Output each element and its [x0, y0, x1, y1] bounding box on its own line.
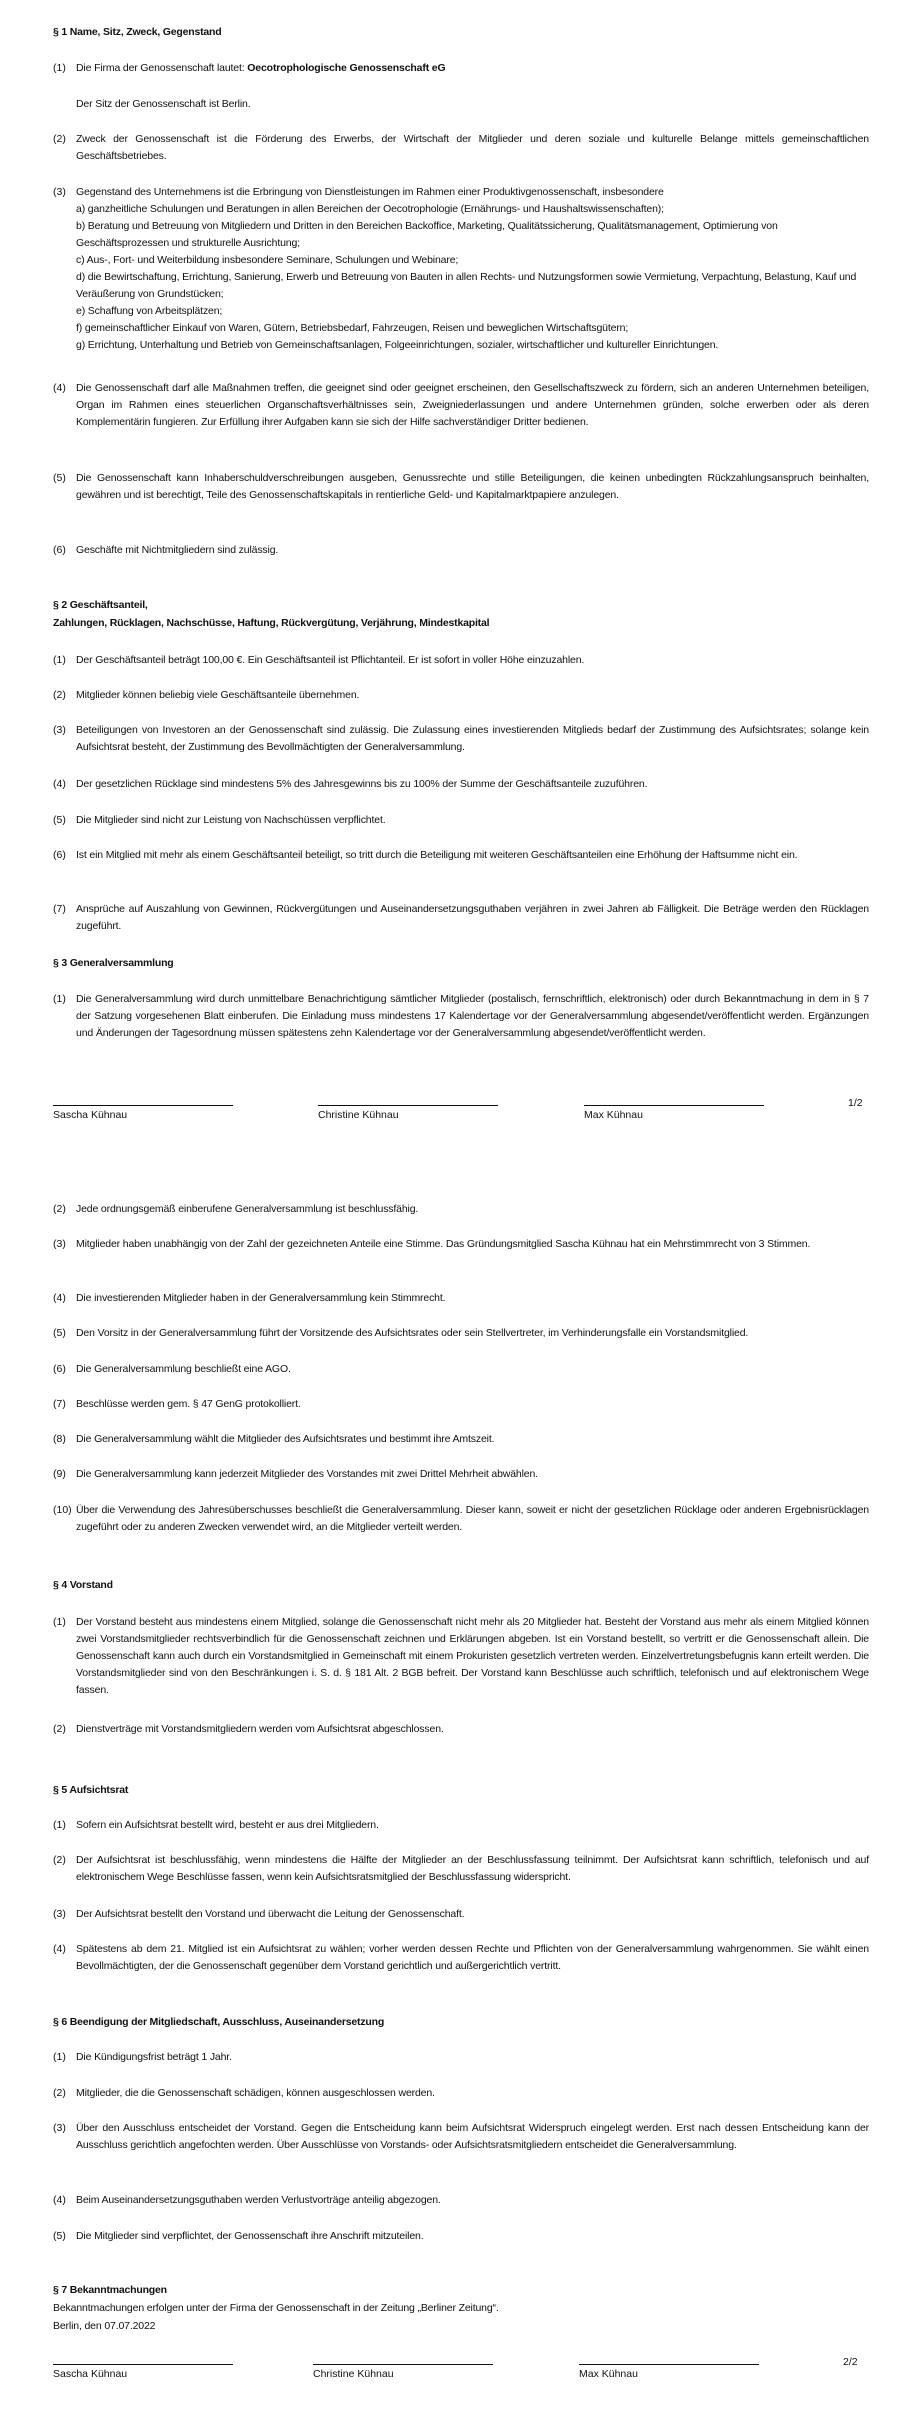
- item-number: (5): [53, 814, 66, 826]
- s1-item-seat: [53, 96, 869, 113]
- item-number: (8): [53, 1433, 66, 1445]
- item-text: Die Kündigungsfrist beträgt 1 Jahr.: [76, 2051, 232, 2063]
- s1-item-5: [53, 470, 869, 504]
- item-number: (7): [53, 1398, 66, 1410]
- item-number: (3): [53, 1908, 66, 1920]
- s2-item-7: [53, 901, 869, 935]
- s4-item-1: [53, 1614, 869, 1699]
- signature-line-3: [584, 1105, 764, 1106]
- item-number: (2): [53, 689, 66, 701]
- item-text: Die Mitglieder sind verpflichtet, der Genossenschaft ihre Anschrift mitzuteilen.: [76, 2230, 424, 2242]
- item-number: (3): [53, 2122, 66, 2134]
- item-text: Mitglieder haben unabhängig von der Zahl der gezeichneten Anteile eine Stimme. Das Gründungsmitglied Sascha Kühnau hat ein Mehrstimmrecht von 3 Stimmen.: [76, 1238, 811, 1250]
- item-text: Jede ordnungsgemäß einberufene Generalversammlung ist beschlussfähig.: [76, 1203, 419, 1215]
- item-text: Der Aufsichtsrat ist beschlussfähig, wenn mindestens die Hälfte der Mitglieder an der Beschlussfassung teilnimmt. Der Aufsichtsrat kann schriftlich, telefonisch und auf elektronischem Wege Beschlüsse fassen, wenn kein Aufsichtsratsmitglied der Beschlussfassung widerspricht.: [76, 1854, 869, 1883]
- signature-line-3: [579, 2364, 759, 2365]
- signature-name-3: Max Kühnau: [584, 1109, 643, 1121]
- section-6-heading: § 6 Beendigung der Mitgliedschaft, Ausschluss, Auseinandersetzung: [53, 2016, 385, 2028]
- item-number: (3): [53, 724, 66, 736]
- page-number-2: 2/2: [843, 2356, 858, 2368]
- sub-item-f: f) gemeinschaftlicher Einkauf von Waren, Gütern, Betriebsbedarf, Fahrzeugen, Reisen und beweglichen Wirtschaftsgütern;: [76, 322, 629, 334]
- s1-item-1: [53, 60, 869, 77]
- s6-item-3: [53, 2120, 869, 2154]
- item-number: (6): [53, 544, 66, 556]
- s6-item-5: [53, 2228, 869, 2245]
- item-text: Die Generalversammlung wird durch unmittelbare Benachrichtigung sämtlicher Mitglieder (postalisch, fernschriftlich, elektronisch) oder durch Bekanntmachung in dem in § 7 der Satzung vorgesehenen Blatt einberufen. Die Einladung muss mindestens 17 Kalendertage vor der Generalversammlung abgesendet/veröffentlicht werden. Ergänzungen und Änderungen der Tagesordnung müssen spätestens zehn Kalendertage vor der Generalversammlung abgesendet/veröffentlicht werden.: [76, 993, 869, 1039]
- item-number: (1): [53, 993, 66, 1005]
- item-number: (4): [53, 2194, 66, 2206]
- item-text: Ansprüche auf Auszahlung von Gewinnen, Rückvergütungen und Auseinandersetzungsguthaben verjähren in zwei Jahren ab Fälligkeit. Die Beträge werden den Rücklagen zugeführt.: [76, 903, 869, 932]
- s3-item-6: [53, 1361, 869, 1378]
- s6-item-2: [53, 2085, 869, 2102]
- item-text: Der Vorstand besteht aus mindestens einem Mitglied, solange die Genossenschaft nicht mehr als 20 Mitglieder hat. Besteht der Vorstand aus mehr als einem Mitglied können zwei Vorstandsmitglieder rechtsverbindlich für die Genossenschaft zeichnen und Erklärungen abgeben. Ist ein Vorstand bestellt, so vertritt er die Genossenschaft allein. Die Genossenschaft kann auch durch ein Vorstandsmitglied in Gemeinschaft mit einem Prokuristen gesetzlich vertreten werden. Einzelvertretungsbefugnis kann erteilt werden. Die Vorstandsmitglieder sind von den Beschränkungen i. S. d. § 181 Alt. 2 BGB befreit. Der Vorstand kann Beschlüsse auch schriftlich, telefonisch und auf elektronischem Wege fassen.: [76, 1616, 869, 1696]
- sub-item-a: a) ganzheitliche Schulungen und Beratungen in allen Bereichen der Oecotrophologie (Ernährungs- und Haushaltswissenschaften);: [76, 203, 664, 215]
- item-text: Die Genossenschaft kann Inhaberschuldverschreibungen ausgeben, Genussrechte und stille Beteiligungen, die keinen unbedingten Rückzahlungsanspruch beinhalten, gewähren und ist berechtigt, Teile des Genossenschaftskapitals in rentierliche Geld- und Kapitalmarktpapiere anzulegen.: [76, 472, 869, 501]
- s6-item-4: [53, 2192, 869, 2209]
- item-number: (5): [53, 472, 66, 484]
- sub-item-b: b) Beratung und Betreuung von Mitgliedern und Dritten in den Bereichen Backoffice, Marketing, Qualitätssicherung, Qualitätsmanagement, Optimierung von Geschäftsprozessen und strukturelle Ausrichtung;: [76, 220, 778, 249]
- signature-name-3: Max Kühnau: [579, 2368, 638, 2380]
- item-number: (10): [53, 1504, 72, 1516]
- signature-name-1: Sascha Kühnau: [53, 1109, 128, 1121]
- section-2-heading: § 2 Geschäftsanteil,: [53, 599, 148, 611]
- section-5-heading: § 5 Aufsichtsrat: [53, 1784, 129, 1796]
- item-number: (1): [53, 1819, 66, 1831]
- s2-item-4: [53, 776, 869, 793]
- signature-name-1: Sascha Kühnau: [53, 2368, 128, 2380]
- item-text: Der Geschäftsanteil beträgt 100,00 €. Ein Geschäftsanteil ist Pflichtanteil. Er ist sofort in voller Höhe einzuzahlen.: [76, 654, 585, 666]
- item-text: Der gesetzlichen Rücklage sind mindestens 5% des Jahresgewinns bis zu 100% der Summe der Geschäftsanteile zuzuführen.: [76, 778, 648, 790]
- signature-name-2: Christine Kühnau: [313, 2368, 394, 2380]
- s3-item-7: [53, 1396, 869, 1413]
- item-text: Beschlüsse werden gem. § 47 GenG protokolliert.: [76, 1398, 301, 1410]
- place-date: Berlin, den 07.07.2022: [53, 2320, 156, 2332]
- item-number: (2): [53, 1723, 66, 1735]
- item-number: (4): [53, 1292, 66, 1304]
- item-text: Dienstverträge mit Vorstandsmitgliedern werden vom Aufsichtsrat abgeschlossen.: [76, 1723, 444, 1735]
- sub-item-g: g) Errichtung, Unterhaltung und Betrieb von Gemeinschaftsanlagen, Folgeeinrichtungen, sozialer, wirtschaftlicher und kultureller Einrichtungen.: [76, 339, 719, 351]
- s3-item-2: [53, 1201, 869, 1218]
- s5-item-3: [53, 1906, 869, 1923]
- company-name: Oecotrophologische Genossenschaft eG: [247, 62, 446, 74]
- item-number: (1): [53, 62, 66, 74]
- s5-item-4: [53, 1941, 869, 1975]
- s2-item-1: [53, 652, 869, 669]
- signature-line-2: [318, 1105, 498, 1106]
- item-text: Die Generalversammlung wählt die Mitglieder des Aufsichtsrates und bestimmt ihre Amtszeit.: [76, 1433, 495, 1445]
- item-text: Über die Verwendung des Jahresüberschusses beschließt die Generalversammlung. Dieser kann, soweit er nicht der gesetzlichen Rücklage oder anderen Ergebnisrücklagen zugeführt oder zu anderen Zwecken verwendet wird, an die Mitglieder verteilt werden.: [76, 1504, 869, 1533]
- item-number: (2): [53, 1854, 66, 1866]
- s6-item-1: [53, 2049, 869, 2066]
- item-text: Der Aufsichtsrat bestellt den Vorstand und überwacht die Leitung der Genossenschaft.: [76, 1908, 465, 1920]
- item-text: Über den Ausschluss entscheidet der Vorstand. Gegen die Entscheidung kann beim Aufsichtsrat Widerspruch eingelegt werden. Erst nach dessen Entscheidung kann der Ausschluss gerichtlich angefochten werden. Über Ausschlüsse von Vorstands- oder Aufsichtsratsmitgliedern entscheidet die Generalversammlung.: [76, 2122, 869, 2151]
- item-text: Spätestens ab dem 21. Mitglied ist ein Aufsichtsrat zu wählen; vorher werden dessen Rechte und Pflichten von der Generalversammlung wahrgenommen. Sie wählt einen Bevollmächtigten, der die Genossenschaft gegenüber dem Vorstand gerichtlich und außergerichtlich vertritt.: [76, 1943, 869, 1972]
- item-number: (1): [53, 1616, 66, 1628]
- item-number: (4): [53, 1943, 66, 1955]
- item-text: Die Generalversammlung kann jederzeit Mitglieder des Vorstandes mit zwei Drittel Mehrheit abwählen.: [76, 1468, 538, 1480]
- item-text: Beim Auseinandersetzungsguthaben werden Verlustvorträge anteilig abgezogen.: [76, 2194, 441, 2206]
- s1-item-3: [53, 184, 869, 354]
- item-text: Ist ein Mitglied mit mehr als einem Geschäftsanteil beteiligt, so tritt durch die Beteiligung mit weiteren Geschäftsanteilen eine Erhöhung der Haftsumme nicht ein.: [76, 849, 798, 861]
- item-text: Mitglieder können beliebig viele Geschäftsanteile übernehmen.: [76, 689, 360, 701]
- item-text: Die Genossenschaft darf alle Maßnahmen treffen, die geeignet sind oder geeignet erscheinen, den Gesellschaftszweck zu fördern, sich an anderen Unternehmen beteiligen, Organ im Rahmen eines steuerlichen Organschaftsverhältnisses sein, Zweigniederlassungen und andere Unternehmen gründen, solche erwerben oder als deren Komplementärin fungieren. Zur Erfüllung ihrer Aufgaben kann sie sich der Hilfe sachverständiger Dritter bedienen.: [76, 382, 869, 428]
- sub-item-d: d) die Bewirtschaftung, Errichtung, Sanierung, Erwerb und Betreuung von Bauten in allen Rechts- und Nutzungsformen sowie Vermietung, Verpachtung, Belastung, Kauf und Veräußerung von Grundstücken;: [76, 271, 857, 300]
- s3-item-4: [53, 1290, 869, 1307]
- s3-item-1: [53, 991, 869, 1042]
- item-number: (7): [53, 903, 66, 915]
- item-text: Geschäfte mit Nichtmitgliedern sind zulässig.: [76, 544, 279, 556]
- s2-item-2: [53, 687, 869, 704]
- section-4-heading: § 4 Vorstand: [53, 1579, 113, 1591]
- item-text: Sofern ein Aufsichtsrat bestellt wird, besteht er aus drei Mitgliedern.: [76, 1819, 379, 1831]
- item-number: (2): [53, 133, 66, 145]
- item-number: (3): [53, 186, 66, 198]
- s3-item-10: [53, 1502, 869, 1536]
- item-number: (4): [53, 382, 66, 394]
- section-1-heading: § 1 Name, Sitz, Zweck, Gegenstand: [53, 26, 222, 38]
- s5-item-2: [53, 1852, 869, 1886]
- announcement-text: Bekanntmachungen erfolgen unter der Firma der Genossenschaft in der Zeitung „Berliner Zeitung“.: [53, 2302, 499, 2314]
- item-number: (9): [53, 1468, 66, 1480]
- item-number: (5): [53, 2230, 66, 2242]
- signature-line-1: [53, 2364, 233, 2365]
- item-text: Gegenstand des Unternehmens ist die Erbringung von Dienstleistungen im Rahmen einer Produktivgenossenschaft, insbesondere: [76, 186, 664, 198]
- s3-item-9: [53, 1466, 869, 1483]
- section-2-subheading: Zahlungen, Rücklagen, Nachschüsse, Haftung, Rückvergütung, Verjährung, Mindestkapital: [53, 617, 490, 629]
- item-text: Beteiligungen von Investoren an der Genossenschaft sind zulässig. Die Zulassung eines investierenden Mitglieds bedarf der Zustimmung des Aufsichtsrates; solange kein Aufsichtsrat besteht, der Zustimmung des Bevollmächtigten der Generalversammlung.: [76, 724, 869, 753]
- sub-item-c: c) Aus-, Fort- und Weiterbildung insbesondere Seminare, Schulungen und Webinare;: [76, 254, 459, 266]
- sub-item-e: e) Schaffung von Arbeitsplätzen;: [76, 305, 223, 317]
- s5-item-1: [53, 1817, 869, 1834]
- s3-item-5: [53, 1325, 869, 1342]
- item-text: Die investierenden Mitglieder haben in der Generalversammlung kein Stimmrecht.: [76, 1292, 446, 1304]
- s2-item-6: [53, 847, 869, 864]
- s3-item-8: [53, 1431, 869, 1448]
- s4-item-2: [53, 1721, 869, 1738]
- section-3-heading: § 3 Generalversammlung: [53, 957, 174, 969]
- signature-name-2: Christine Kühnau: [318, 1109, 399, 1121]
- item-number: (6): [53, 849, 66, 861]
- item-number: (5): [53, 1327, 66, 1339]
- item-number: (2): [53, 2087, 66, 2099]
- item-text: Den Vorsitz in der Generalversammlung führt der Vorsitzende des Aufsichtsrates oder sein Stellvertreter, im Verhinderungsfalle ein Vorstandsmitglied.: [76, 1327, 749, 1339]
- item-number: (4): [53, 778, 66, 790]
- s1-item-6: [53, 542, 869, 559]
- s1-item-2: [53, 131, 869, 165]
- item-text: Die Firma der Genossenschaft lautet:: [76, 62, 248, 74]
- section-7-heading: § 7 Bekanntmachungen: [53, 2284, 167, 2296]
- item-text: Mitglieder, die die Genossenschaft schädigen, können ausgeschlossen werden.: [76, 2087, 435, 2099]
- s3-item-3: [53, 1236, 869, 1253]
- s2-item-3: [53, 722, 869, 756]
- signature-line-1: [53, 1105, 233, 1106]
- page-number-1: 1/2: [848, 1097, 863, 1109]
- item-number: (2): [53, 1203, 66, 1215]
- item-text: Die Mitglieder sind nicht zur Leistung von Nachschüssen verpflichtet.: [76, 814, 386, 826]
- item-text: Die Generalversammlung beschließt eine AGO.: [76, 1363, 291, 1375]
- item-number: (1): [53, 654, 66, 666]
- item-text: Zweck der Genossenschaft ist die Förderung des Erwerbs, der Wirtschaft der Mitglieder und deren soziale und kulturelle Belange mittels gemeinschaftlichen Geschäftsbetriebes.: [76, 133, 869, 162]
- item-number: (6): [53, 1363, 66, 1375]
- item-number: (3): [53, 1238, 66, 1250]
- item-text: Der Sitz der Genossenschaft ist Berlin.: [76, 98, 251, 110]
- signature-line-2: [313, 2364, 493, 2365]
- s2-item-5: [53, 812, 869, 829]
- item-number: (1): [53, 2051, 66, 2063]
- s1-item-4: [53, 380, 869, 431]
